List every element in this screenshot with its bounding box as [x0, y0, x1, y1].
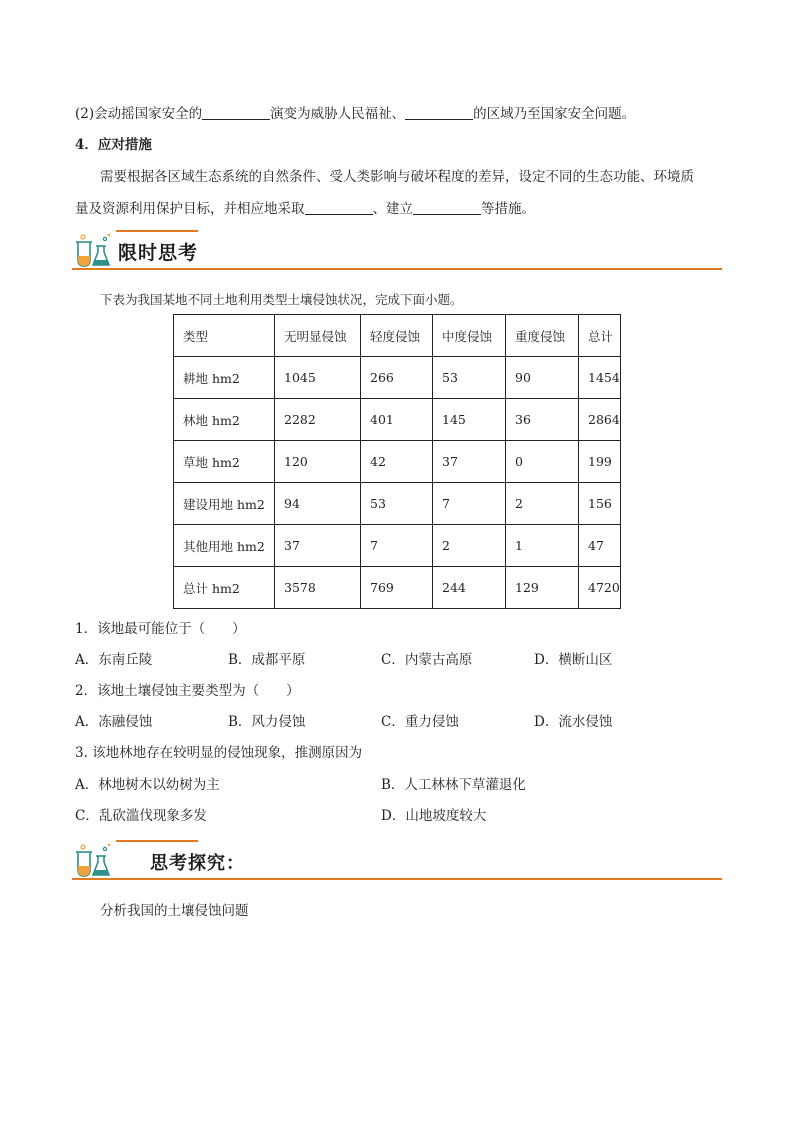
header-cell: 重度侵蚀: [506, 315, 579, 357]
paragraph-2-middle: 演变为威胁人民福祉、: [270, 106, 406, 122]
table-cell: 总计 hm2: [174, 567, 275, 609]
section-divider: [72, 878, 722, 880]
table-row: [174, 483, 621, 525]
table-cell: 120: [275, 441, 361, 483]
paragraph-2-suffix: 的区域乃至国家安全问题。: [473, 106, 636, 122]
header-top-line: [116, 230, 198, 232]
header-cell: 轻度侵蚀: [361, 315, 433, 357]
q1-option-b[interactable]: B．成都平原: [228, 652, 306, 668]
lab-flask-icon: [72, 842, 112, 878]
table-cell: 42: [361, 441, 433, 483]
question-3: 3. 该地林地存在较明显的侵蚀现象，推测原因为: [75, 745, 363, 761]
table-cell: 耕地 hm2: [174, 357, 275, 399]
measures-line-1: 需要根据各区域生态系统的自然条件、受人类影响与破坏程度的差异，设定不同的生态功能、环境质: [100, 169, 694, 185]
lab-flask-icon: [72, 232, 112, 268]
q2-option-b[interactable]: B．风力侵蚀: [228, 714, 306, 730]
table-cell: 1454: [579, 357, 621, 399]
table-cell: 其他用地 hm2: [174, 525, 275, 567]
inquiry-prompt: 分析我国的土壤侵蚀问题: [100, 903, 249, 919]
table-cell: 90: [506, 357, 579, 399]
q1-option-c[interactable]: C．内蒙古高原: [381, 652, 473, 668]
table-cell: 0: [506, 441, 579, 483]
section-header-inquiry: [72, 840, 722, 880]
answer-blank[interactable]: [413, 200, 481, 215]
table-cell: 1045: [275, 357, 361, 399]
table-intro: 下表为我国某地不同土地利用类型土壤侵蚀状况，完成下面小题。: [100, 292, 463, 307]
question-2: 2．该地土壤侵蚀主要类型为（ ）: [75, 683, 300, 699]
table-cell: 2864: [579, 399, 621, 441]
table-cell: 129: [506, 567, 579, 609]
measures-line-2: [75, 197, 535, 217]
table-cell: 36: [506, 399, 579, 441]
measures-line-2-middle: 、建立: [372, 201, 413, 217]
table-cell: 1: [506, 525, 579, 567]
answer-blank[interactable]: [405, 105, 473, 120]
paragraph-2: [75, 102, 635, 122]
header-cell: 中度侵蚀: [433, 315, 506, 357]
section-title: 限时思考: [118, 242, 199, 264]
table-row: [174, 357, 621, 399]
table-cell: 建设用地 hm2: [174, 483, 275, 525]
table-cell: 37: [433, 441, 506, 483]
table-cell: 3578: [275, 567, 361, 609]
section-divider: [72, 268, 722, 270]
table-cell: 7: [433, 483, 506, 525]
table-cell: 林地 hm2: [174, 399, 275, 441]
header-top-line: [116, 840, 198, 842]
measures-line-2-prefix: 量及资源利用保护目标，并相应地采取: [75, 201, 305, 217]
table-cell: 53: [433, 357, 506, 399]
table-cell: 199: [579, 441, 621, 483]
table-cell: 37: [275, 525, 361, 567]
table-cell: 53: [361, 483, 433, 525]
measures-line-2-suffix: 等措施。: [481, 201, 535, 217]
section-header-timed-thinking: [72, 230, 722, 270]
q3-option-d[interactable]: D．山地坡度较大: [381, 808, 487, 824]
q2-option-a[interactable]: A．冻融侵蚀: [75, 714, 153, 730]
table-cell: 94: [275, 483, 361, 525]
question-1: 1．该地最可能位于（ ）: [75, 621, 246, 637]
q1-option-a[interactable]: A．东南丘陵: [75, 652, 153, 668]
soil-erosion-table: [173, 314, 621, 609]
table-cell: 47: [579, 525, 621, 567]
table-cell: 2: [506, 483, 579, 525]
table-cell: 草地 hm2: [174, 441, 275, 483]
answer-blank[interactable]: [202, 105, 270, 120]
table-cell: 2: [433, 525, 506, 567]
section-title: 思考探究：: [150, 853, 245, 874]
table-cell: 145: [433, 399, 506, 441]
header-cell: 无明显侵蚀: [275, 315, 361, 357]
table-row: [174, 525, 621, 567]
q2-option-c[interactable]: C．重力侵蚀: [381, 714, 459, 730]
table-cell: 266: [361, 357, 433, 399]
table-row: [174, 567, 621, 609]
q3-option-c[interactable]: C．乱砍滥伐现象多发: [75, 808, 207, 824]
table-row: [174, 441, 621, 483]
heading-response-measures: 4．应对措施: [75, 137, 152, 153]
table-row: [174, 399, 621, 441]
answer-blank[interactable]: [305, 200, 373, 215]
table-cell: 7: [361, 525, 433, 567]
table-cell: 401: [361, 399, 433, 441]
table-header-row: [174, 315, 621, 357]
table-cell: 4720: [579, 567, 621, 609]
table-cell: 244: [433, 567, 506, 609]
q2-option-d[interactable]: D．流水侵蚀: [534, 714, 613, 730]
paragraph-2-prefix: (2)会动摇国家安全的: [75, 106, 203, 122]
q3-option-a[interactable]: A．林地树木以幼树为主: [75, 777, 220, 793]
table-cell: 769: [361, 567, 433, 609]
table-cell: 156: [579, 483, 621, 525]
header-cell: 类型: [174, 315, 275, 357]
header-cell: 总计: [579, 315, 621, 357]
q1-option-d[interactable]: D．横断山区: [534, 652, 613, 668]
q3-option-b[interactable]: B．人工林林下草灌退化: [381, 777, 526, 793]
table-cell: 2282: [275, 399, 361, 441]
